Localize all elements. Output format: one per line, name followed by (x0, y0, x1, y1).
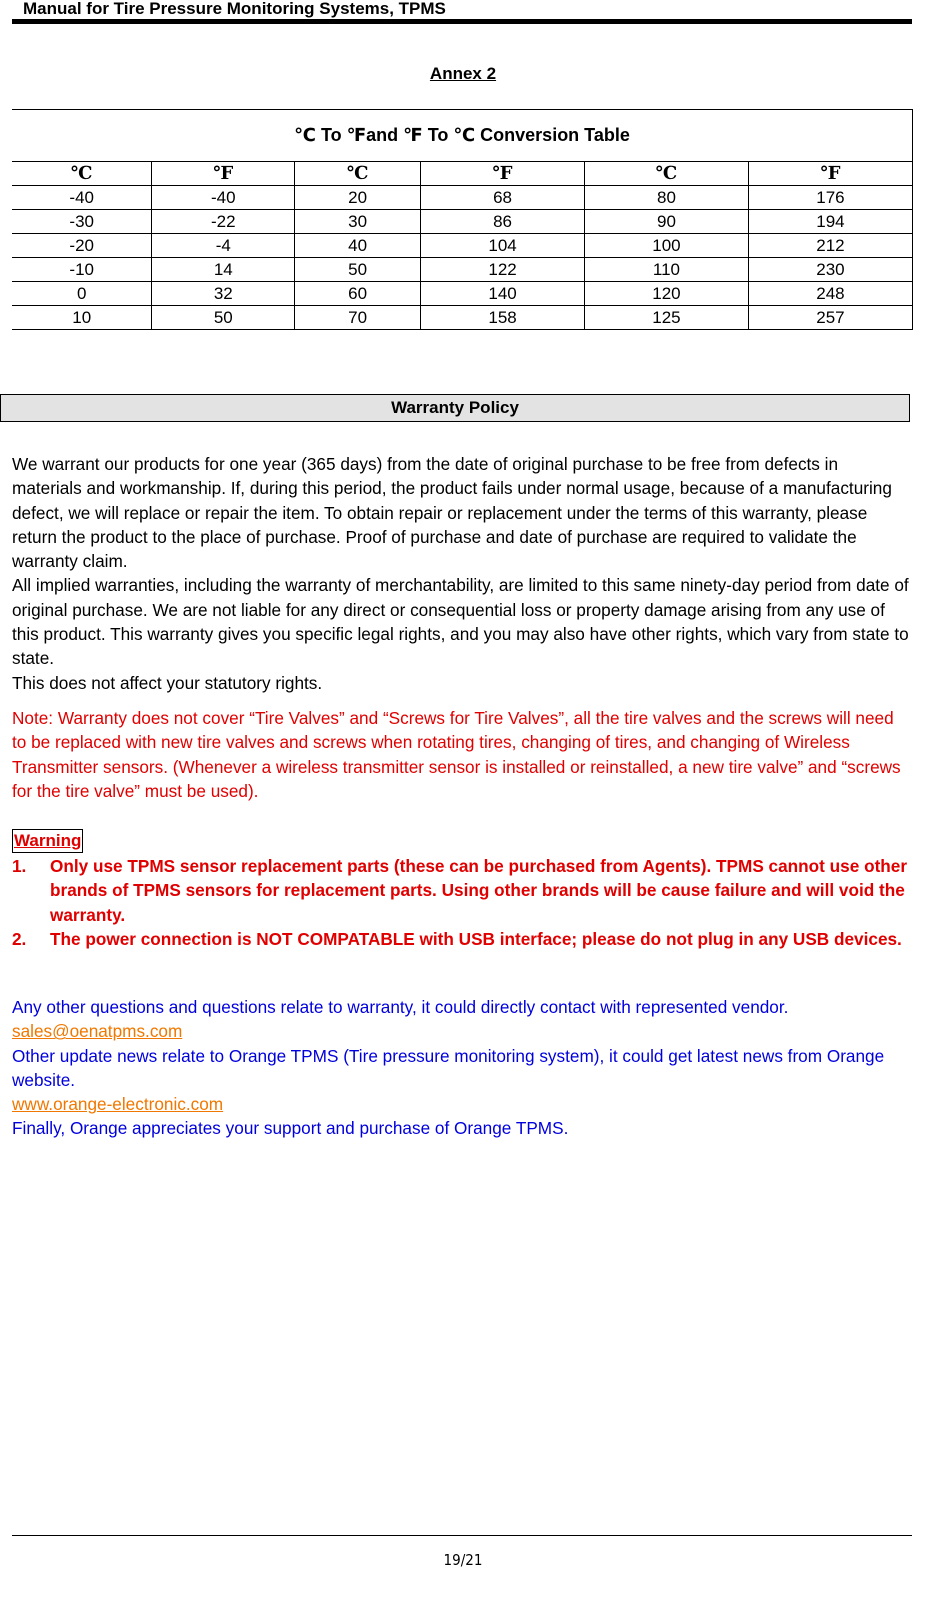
conversion-table (12, 109, 913, 330)
table-cell: 248 (748, 282, 912, 306)
col-header-fahrenheit: ℉ (421, 162, 585, 186)
warranty-note: Note: Warranty does not cover “Tire Valves” and “Screws for Tire Valves”, all the tire valves and the screws will need to be replaced with new tire valves and screws when rotating tires, changing of tires, and changing of Wireless Transmitter sensors. (Whenever a wireless transmitter sensor is installed or reinstalled, a new tire valve” and “screws for the tire valve” must be used). (12, 708, 901, 801)
table-cell: 122 (421, 258, 585, 282)
table-caption: ℃ To ℉and ℉ To ℃ Conversion Table (12, 110, 913, 162)
warning-label: Warning (12, 829, 83, 853)
table-cell: 50 (295, 258, 421, 282)
table-cell: 68 (421, 186, 585, 210)
table-cell: 158 (421, 306, 585, 330)
table-cell: 40 (295, 234, 421, 258)
table-cell: -22 (152, 210, 295, 234)
warranty-policy-heading: Warranty Policy (0, 394, 910, 422)
table-cell: 110 (585, 258, 749, 282)
contact-line: Any other questions and questions relate to warranty, it could directly contact with represented vendor. (12, 997, 789, 1017)
table-cell: 86 (421, 210, 585, 234)
warning-item-number: 1. (12, 856, 27, 876)
table-cell: -40 (12, 186, 152, 210)
table-cell: 176 (748, 186, 912, 210)
warranty-body (12, 452, 912, 695)
table-cell: 80 (585, 186, 749, 210)
table-cell: 120 (585, 282, 749, 306)
table-row (12, 186, 913, 210)
table-row (12, 306, 913, 330)
warning-list (12, 854, 912, 951)
header-rule (12, 19, 912, 24)
warranty-paragraph: This does not affect your statutory rights. (12, 672, 323, 693)
table-cell: -30 (12, 210, 152, 234)
table-row (12, 282, 913, 306)
warning-item-text: The power connection is NOT COMPATABLE with USB interface; please do not plug in any USB devices. (50, 928, 902, 949)
table-cell: 50 (152, 306, 295, 330)
table-row (12, 210, 913, 234)
table-cell: 230 (748, 258, 912, 282)
table-cell: 125 (585, 306, 749, 330)
table-cell: 14 (152, 258, 295, 282)
col-header-celsius: ℃ (585, 162, 749, 186)
table-cell: 257 (748, 306, 912, 330)
table-row (12, 258, 913, 282)
table-cell: -10 (12, 258, 152, 282)
table-cell: 0 (12, 282, 152, 306)
table-cell: 100 (585, 234, 749, 258)
col-header-fahrenheit: ℉ (748, 162, 912, 186)
table-cell: 70 (295, 306, 421, 330)
table-cell: -4 (152, 234, 295, 258)
contact-line: Finally, Orange appreciates your support and purchase of Orange TPMS. (12, 1118, 569, 1139)
table-cell: 194 (748, 210, 912, 234)
warning-item (12, 927, 912, 951)
table-cell: 30 (295, 210, 421, 234)
table-cell: 104 (421, 234, 585, 258)
table-header-row (12, 162, 913, 186)
warning-item-number: 2. (12, 928, 27, 949)
warning-item-text: Only use TPMS sensor replacement parts (these can be purchased from Agents). TPMS cannot use other brands of TPMS sensors for replacement parts. Using other brands will be cause failure and will void the warranty. (50, 856, 908, 925)
table-cell: 10 (12, 306, 152, 330)
col-header-celsius: ℃ (295, 162, 421, 186)
table-cell: 32 (152, 282, 295, 306)
contact-line: Other update news relate to Orange TPMS (Tire pressure monitoring system), it could get latest news from Orange website. (12, 1045, 885, 1090)
table-cell: -20 (12, 234, 152, 258)
contact-section (12, 995, 912, 1141)
col-header-celsius: ℃ (12, 162, 152, 186)
table-row (12, 234, 913, 258)
table-cell: 60 (295, 282, 421, 306)
table-cell: 212 (748, 234, 912, 258)
header-title: Manual for Tire Pressure Monitoring Systems, TPMS (23, 0, 446, 18)
page-number: 19/21 (443, 1551, 483, 1569)
website-link[interactable]: www.orange-electronic.com (12, 1094, 224, 1115)
col-header-fahrenheit: ℉ (152, 162, 295, 186)
footer-rule (12, 1535, 912, 1536)
warranty-paragraph: We warrant our products for one year (365 days) from the date of original purchase to be free from defects in materials and workmanship. If, during this period, the product fails under normal usage, because of a manufacturing defect, we will replace or repair the item. To obtain repair or replacement under the terms of this warranty, please return the product to the place of purchase. Proof of purchase and date of purchase are required to validate the warranty claim. (12, 454, 892, 572)
warning-item (12, 854, 912, 927)
email-link[interactable]: sales@oenatpms.com (12, 1021, 183, 1042)
table-cell: 140 (421, 282, 585, 306)
table-cell: -40 (152, 186, 295, 210)
table-cell: 90 (585, 210, 749, 234)
table-cell: 20 (295, 186, 421, 210)
warranty-paragraph: All implied warranties, including the warranty of merchantability, are limited to this same ninety-day period from date of original purchase. We are not liable for any direct or consequential loss or property damage arising from any use of this product. This warranty gives you specific legal rights, and you may also have other rights, which vary from state to state. (12, 575, 909, 669)
annex-title: Annex 2 (429, 64, 497, 83)
